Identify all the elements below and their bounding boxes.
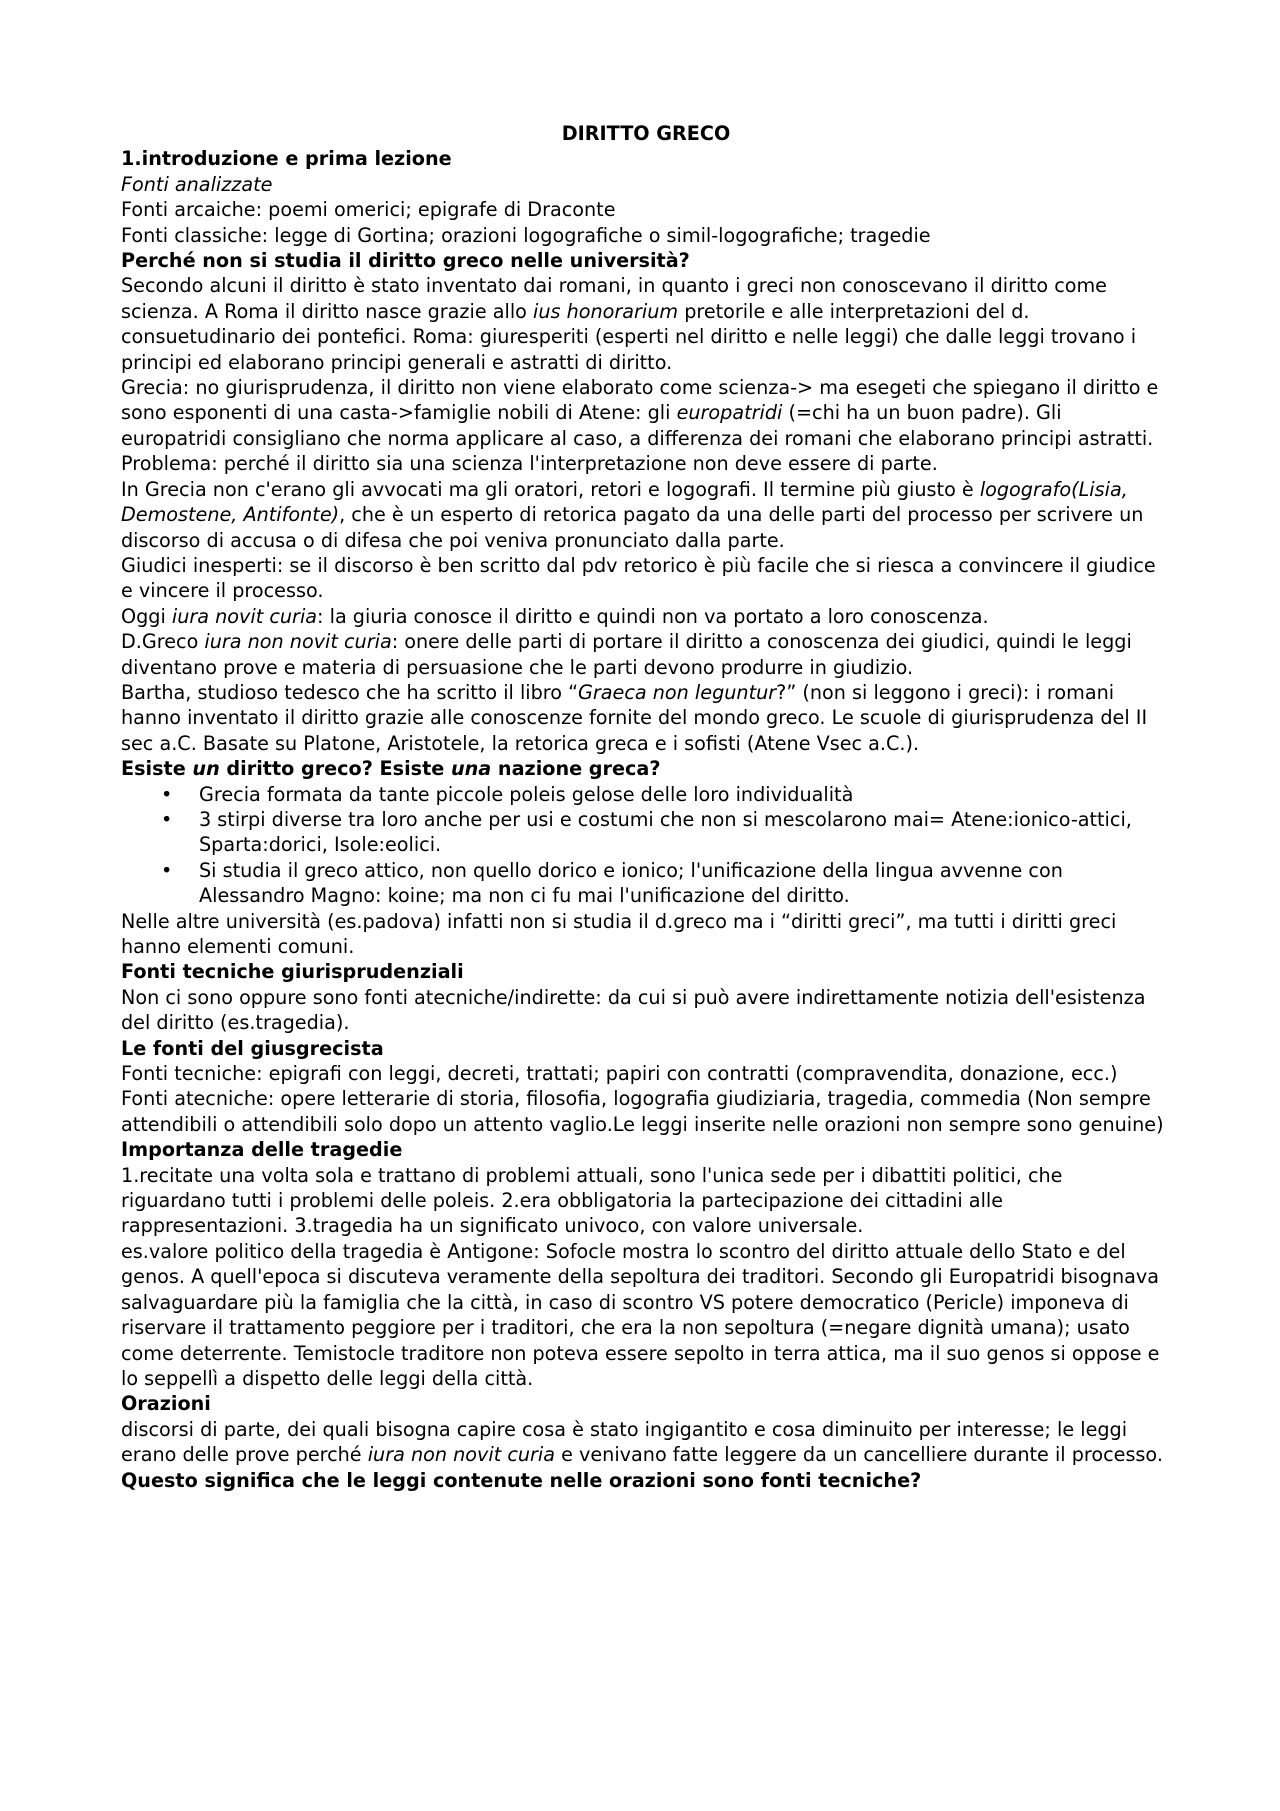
heading-orazioni: Orazioni bbox=[121, 1392, 211, 1416]
bullet-icon: • bbox=[161, 782, 173, 806]
paragraph-antigone: es.valore politico della tragedia è Antigone: Sofocle mostra lo scontro del diritto attuale dello Stato e del genos. A quell'epoca si discuteva veramente della sepoltura dei traditori. Secondo gli Europatridi bisognava salvaguardare più la famiglia che la città, in caso di scontro VS potere democratico (Pericle) imponeva di riservare il trattamento peggiore per i traditori, che era la non sepoltura (=negare dignità umana); usato come deterrente. Temistocle traditore non poteva essere sepolto in terra attica, ma il suo genos si oppose e lo seppellì a dispetto delle leggi della città. bbox=[121, 1239, 1160, 1390]
document-page bbox=[121, 121, 1171, 1493]
bullet-list bbox=[121, 782, 1171, 909]
paragraph-iura-non-novit: D.Greco iura non novit curia: onere delle parti di portare il diritto a conoscenza dei giudici, quindi le leggi diventano prove e materia di persuasione che le parti devono produrre in giudizio. bbox=[121, 630, 1132, 679]
paragraph-iura-novit: Oggi iura novit curia: la giuria conosce il diritto e quindi non va portato a loro conoscenza. bbox=[121, 604, 989, 628]
question-heading-fonti-tecniche: Questo significa che le leggi contenute nelle orazioni sono fonti tecniche? bbox=[121, 1468, 922, 1492]
section-heading-introduzione: 1.introduzione e prima lezione bbox=[121, 147, 452, 171]
paragraph-fonti-tecniche-epigrafi: Fonti tecniche: epigrafi con leggi, decreti, trattati; papiri con contratti (compravendita, donazione, ecc.) bbox=[121, 1062, 1118, 1086]
paragraph-roma: Secondo alcuni il diritto è stato inventato dai romani, in quanto i greci non conoscevano il diritto come scienza. A Roma il diritto nasce grazie allo ius honorarium pretorile e alle interpretazioni del d. consuetudinario dei pontefici. Roma: giuresperiti (esperti nel diritto e nelle leggi) che dalle leggi trovano i principi ed elaborano principi generali e astratti di diritto. bbox=[121, 274, 1137, 374]
list-item: • Grecia formata da tante piccole poleis gelose delle loro individualità bbox=[161, 782, 854, 806]
paragraph-orazioni: discorsi di parte, dei quali bisogna capire cosa è stato ingigantito e cosa diminuito per interesse; le leggi erano delle prove perché iura non novit curia e venivano fatte leggere da un cancelliere durante il processo. bbox=[121, 1417, 1163, 1467]
bullet-icon: • bbox=[161, 807, 173, 831]
document-title: DIRITTO GRECO bbox=[561, 122, 731, 145]
paragraph-grecia: Grecia: no giurisprudenza, il diritto non viene elaborato come scienza-> ma esegeti che spiegano il diritto e sono esponenti di una casta->famiglie nobili di Atene: gli europatridi (=chi ha un buon padre). Gli europatridi consigliano che norma applicare al caso, a differenza dei romani che elaborano principi astratti. Problema: perché il diritto sia una scienza l'interpretazione non deve essere di parte. bbox=[121, 376, 1159, 476]
heading-importanza-tragedie: Importanza delle tragedie bbox=[121, 1138, 403, 1162]
heading-fonti-giusgrecista: Le fonti del giusgrecista bbox=[121, 1036, 384, 1060]
list-item: • Si studia il greco attico, non quello dorico e ionico; l'unificazione della lingua avvenne con Alessandro Magno: koine; ma non ci fu mai l'unificazione del diritto. bbox=[161, 858, 1063, 908]
list-item: • 3 stirpi diverse tra loro anche per usi e costumi che non si mescolarono mai= Atene:ionico-attici, Sparta:dorici, Isole:eolici. bbox=[161, 807, 1132, 857]
paragraph-bartha: Bartha, studioso tedesco che ha scritto il libro “Graeca non leguntur?” (non si leggono i greci): i romani hanno inventato il diritto grazie alle conoscenze fornite del mondo greco. Le scuole di giurisprudenza del II sec a.C. Basate su Platone, Aristotele, la retorica greca e i sofisti (Atene Vsec a.C.). bbox=[121, 680, 1148, 755]
paragraph-diritti-greci: Nelle altre università (es.padova) infatti non si studia il d.greco ma i “diritti greci”, ma tutti i diritti greci hanno elementi comuni. bbox=[121, 909, 1117, 958]
paragraph-giudici: Giudici inesperti: se il discorso è ben scritto dal pdv retorico è più facile che si riesca a convincere il giudice e vincere il processo. bbox=[121, 553, 1156, 603]
paragraph-fonti-arcaiche: Fonti arcaiche: poemi omerici; epigrafe di Draconte bbox=[121, 198, 616, 222]
paragraph-tragedie-punti: 1.recitate una volta sola e trattano di problemi attuali, sono l'unica sede per i dibattiti politici, che riguardano tutti i problemi delle poleis. 2.era obbligatoria la partecipazione dei cittadini alle rappresentazioni. 3.tragedia ha un significato univoco, con valore universale. bbox=[121, 1163, 1063, 1238]
paragraph-fonti-atecniche-opere: Fonti atecniche: opere letterarie di storia, filosofia, logografia giudiziaria, tragedia, commedia (Non sempre attendibili o attendibili solo dopo un attento vaglio.Le leggi inserite nelle orazioni non sempre sono genuine) bbox=[121, 1087, 1164, 1136]
question-heading-nazione-greca: Esiste un diritto greco? Esiste una nazione greca? bbox=[121, 757, 661, 781]
paragraph-logografi: In Grecia non c'erano gli avvocati ma gli oratori, retori e logografi. Il termine più giusto è logografo(Lisia, Demostene, Antifonte), che è un esperto di retorica pagato da una delle parti del processo per scrivere un discorso di accusa o di difesa che poi veniva pronunciato dalla parte. bbox=[121, 477, 1144, 552]
paragraph-fonti-classiche: Fonti classiche: legge di Gortina; orazioni logografiche o simil-logografiche; tragedie bbox=[121, 223, 931, 247]
heading-fonti-tecniche: Fonti tecniche giurisprudenziali bbox=[121, 960, 464, 984]
bullet-icon: • bbox=[161, 858, 173, 882]
subheading-fonti-analizzate: Fonti analizzate bbox=[121, 172, 273, 196]
question-heading-universita: Perché non si studia il diritto greco nelle università? bbox=[121, 249, 690, 273]
paragraph-fonti-atecniche-indirette: Non ci sono oppure sono fonti atecniche/indirette: da cui si può avere indirettamente notizia dell'esistenza del diritto (es.tragedia). bbox=[121, 985, 1146, 1035]
